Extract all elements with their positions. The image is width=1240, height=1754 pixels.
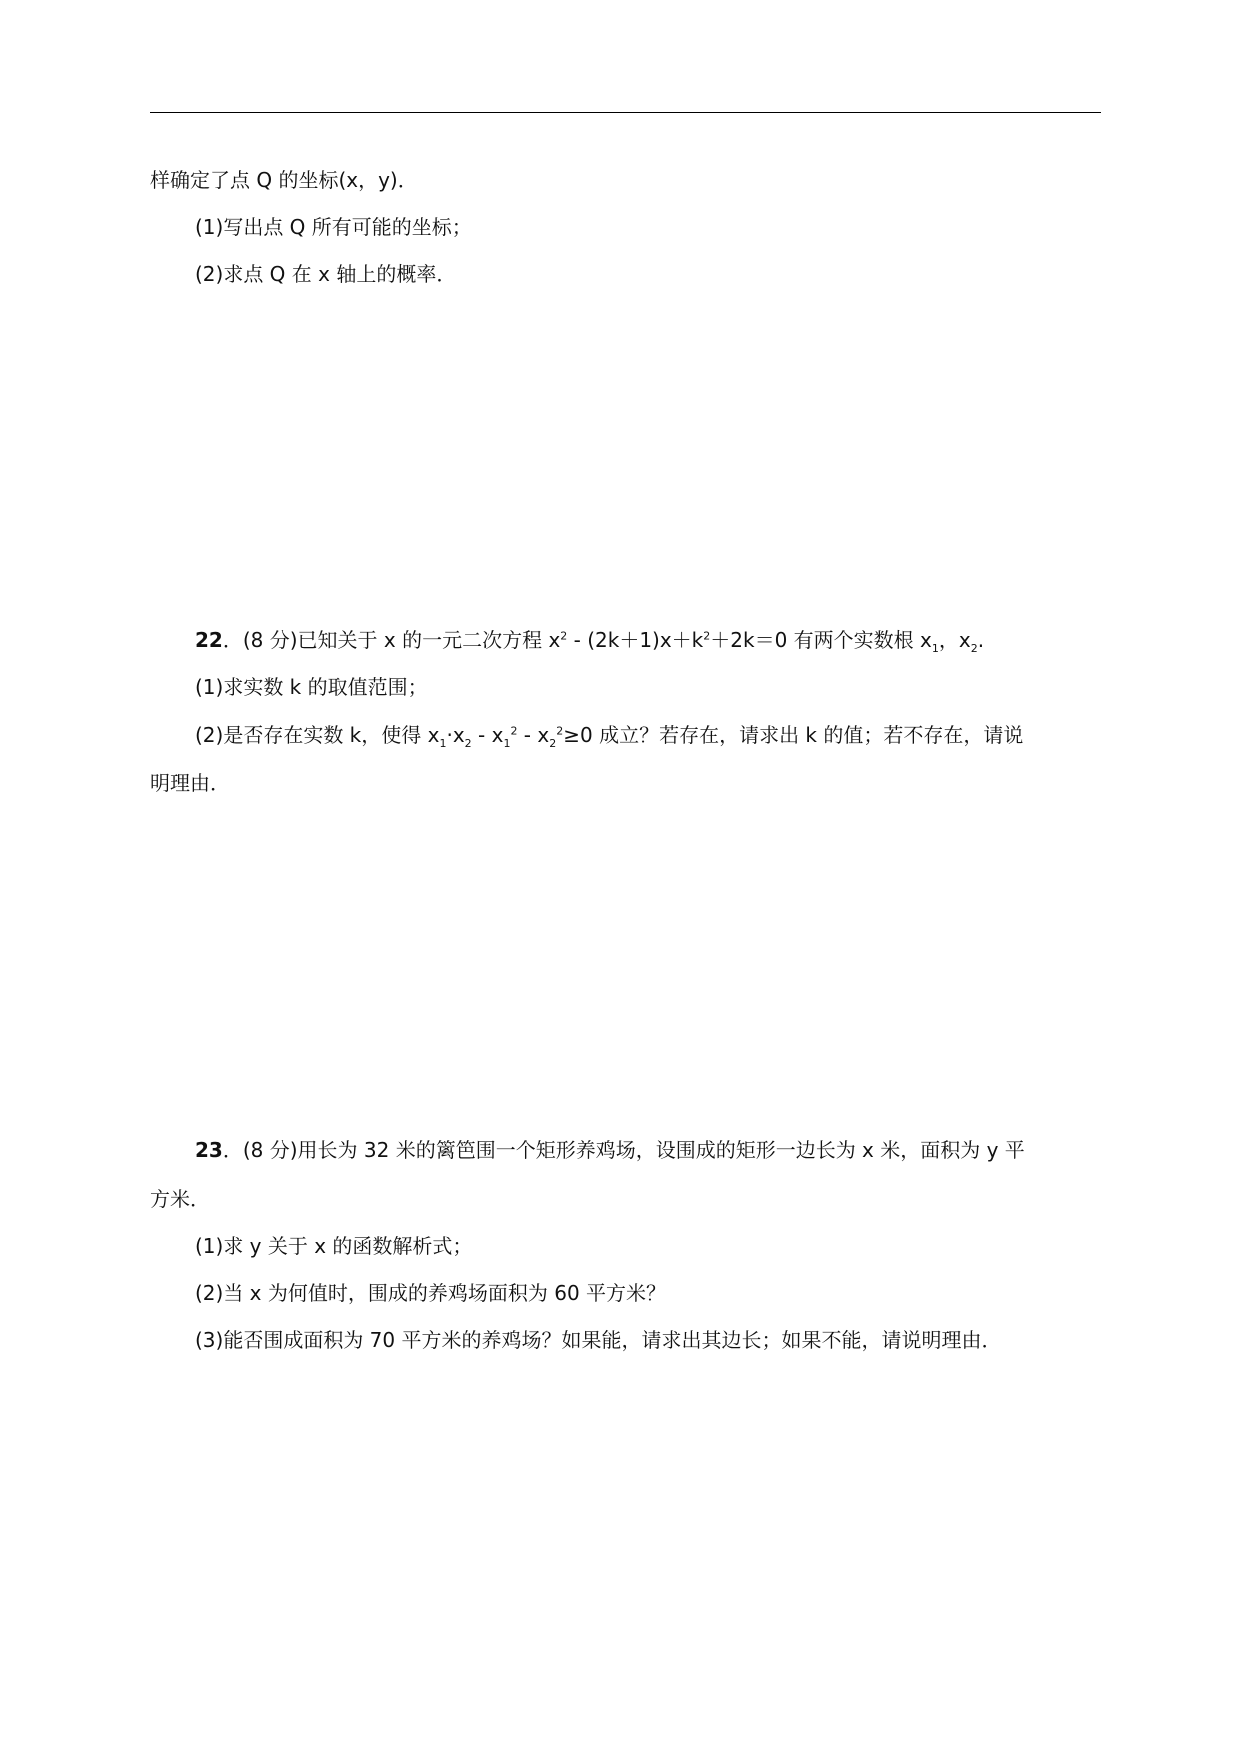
q23-part2: (2)当 x 为何值时，围成的养鸡场面积为 60 平方米？ <box>195 1281 667 1305</box>
sub: 1 <box>931 642 939 655</box>
text: ·x <box>446 723 465 747</box>
text: . <box>977 628 985 652</box>
exp: 2 <box>560 629 568 643</box>
q21-continuation: 样确定了点 Q 的坐标(x，y)． <box>150 168 418 192</box>
sub: 1 <box>503 737 511 750</box>
exp: 2 <box>556 724 564 738</box>
q22-part2 <box>195 723 1024 750</box>
text: ．(8 分)已知关于 x 的一元二次方程 x <box>222 628 561 652</box>
q21-part2: (2)求点 Q 在 x 轴上的概率． <box>195 262 457 286</box>
text: - x <box>471 723 504 747</box>
text: ≥0 成立？若存在，请求出 k 的值；若不存在，请说 <box>563 723 1024 747</box>
q23-part3: (3)能否围成面积为 70 平方米的养鸡场？如果能，请求出其边长；如果不能，请说明理由． <box>195 1328 1002 1352</box>
q23-stem <box>195 1138 1025 1162</box>
text: ．(8 分)用长为 32 米的篱笆围一个矩形养鸡场，设围成的矩形一边长为 x 米，面积为 y 平 <box>222 1138 1025 1162</box>
text: - x <box>517 723 550 747</box>
q21-part1: (1)写出点 Q 所有可能的坐标； <box>195 215 472 239</box>
sub: 1 <box>439 737 447 750</box>
text: (2)是否存在实数 k，使得 x <box>195 723 440 747</box>
text: ＋2k＝0 有两个实数根 x <box>710 628 932 652</box>
text: - (2k＋1)x＋k <box>567 628 704 652</box>
header-rule <box>150 112 1101 113</box>
q22-number: 22 <box>195 628 223 652</box>
sub: 2 <box>970 642 978 655</box>
q22-stem <box>195 628 985 655</box>
sub: 2 <box>549 737 557 750</box>
exp: 2 <box>703 629 711 643</box>
q22-part1: (1)求实数 k 的取值范围； <box>195 675 428 699</box>
exp: 2 <box>510 724 518 738</box>
q23-stem-continuation: 方米． <box>150 1187 210 1211</box>
q23-number: 23 <box>195 1138 223 1162</box>
text: ，x <box>938 628 971 652</box>
q22-part2-continuation: 明理由． <box>150 771 230 795</box>
q23-part1: (1)求 y 关于 x 的函数解析式； <box>195 1234 473 1258</box>
sub: 2 <box>464 737 472 750</box>
